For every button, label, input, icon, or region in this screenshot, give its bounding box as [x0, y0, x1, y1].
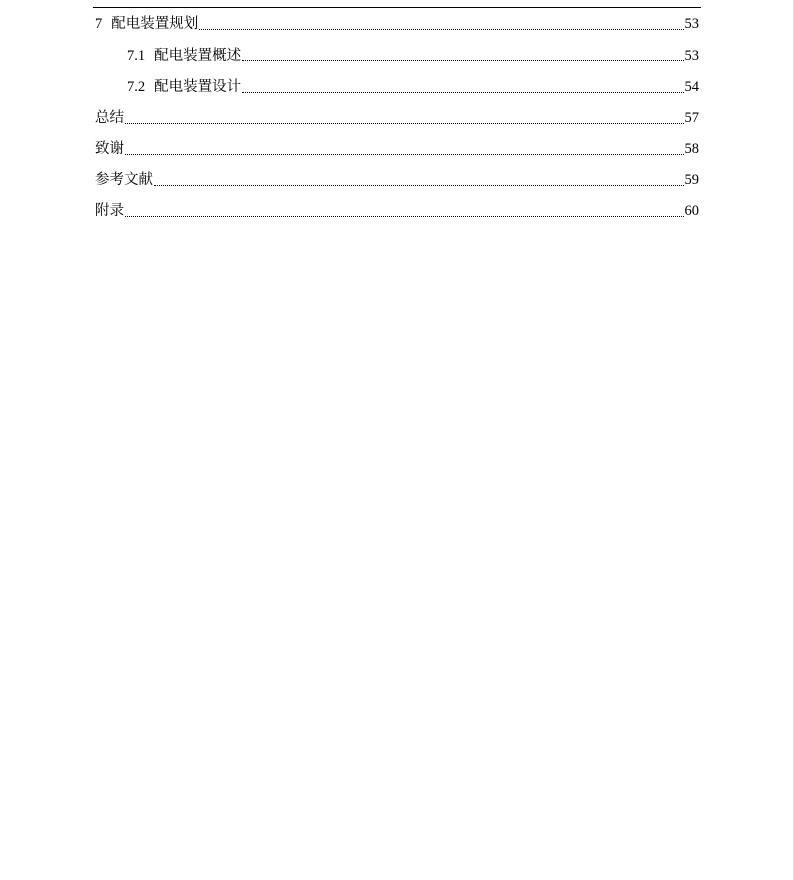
toc-entry-title: 附录	[95, 203, 124, 220]
toc-entry-page: 53	[684, 47, 699, 64]
toc-entry-page: 60	[684, 203, 699, 220]
toc-entry-references[interactable]	[95, 165, 699, 196]
toc-entry-page: 57	[684, 109, 699, 126]
toc-entry-title: 总结	[95, 109, 124, 126]
table-of-contents	[95, 9, 699, 227]
toc-entry-section-7-2[interactable]	[95, 71, 699, 102]
toc-entry-title: 参考文献	[95, 172, 153, 189]
toc-entry-page: 53	[684, 16, 699, 33]
toc-entry-number: 7.1	[127, 47, 146, 64]
header-rule	[93, 7, 701, 8]
toc-dot-leader	[154, 185, 684, 186]
toc-dot-leader	[242, 92, 683, 93]
toc-entry-number: 7.2	[127, 78, 146, 95]
toc-entry-section-7-1[interactable]	[95, 40, 699, 71]
toc-entry-appendix[interactable]	[95, 196, 699, 227]
toc-dot-leader	[199, 29, 683, 30]
toc-dot-leader	[242, 60, 683, 61]
toc-entry-summary[interactable]	[95, 103, 699, 134]
toc-entry-title: 配电装置概述	[154, 47, 242, 64]
toc-entry-acknowledgements[interactable]	[95, 134, 699, 165]
toc-entry-page: 59	[684, 172, 699, 189]
toc-dot-leader	[125, 154, 684, 155]
toc-entry-title: 配电装置设计	[154, 78, 242, 95]
toc-entry-page: 58	[684, 141, 699, 158]
toc-entry-number: 7	[95, 16, 103, 33]
toc-entry-title: 配电装置规划	[111, 16, 199, 33]
toc-entry-chapter-7[interactable]	[95, 9, 699, 40]
toc-dot-leader	[125, 123, 684, 124]
toc-dot-leader	[125, 216, 684, 217]
toc-entry-title: 致谢	[95, 141, 124, 158]
toc-entry-page: 54	[684, 78, 699, 95]
